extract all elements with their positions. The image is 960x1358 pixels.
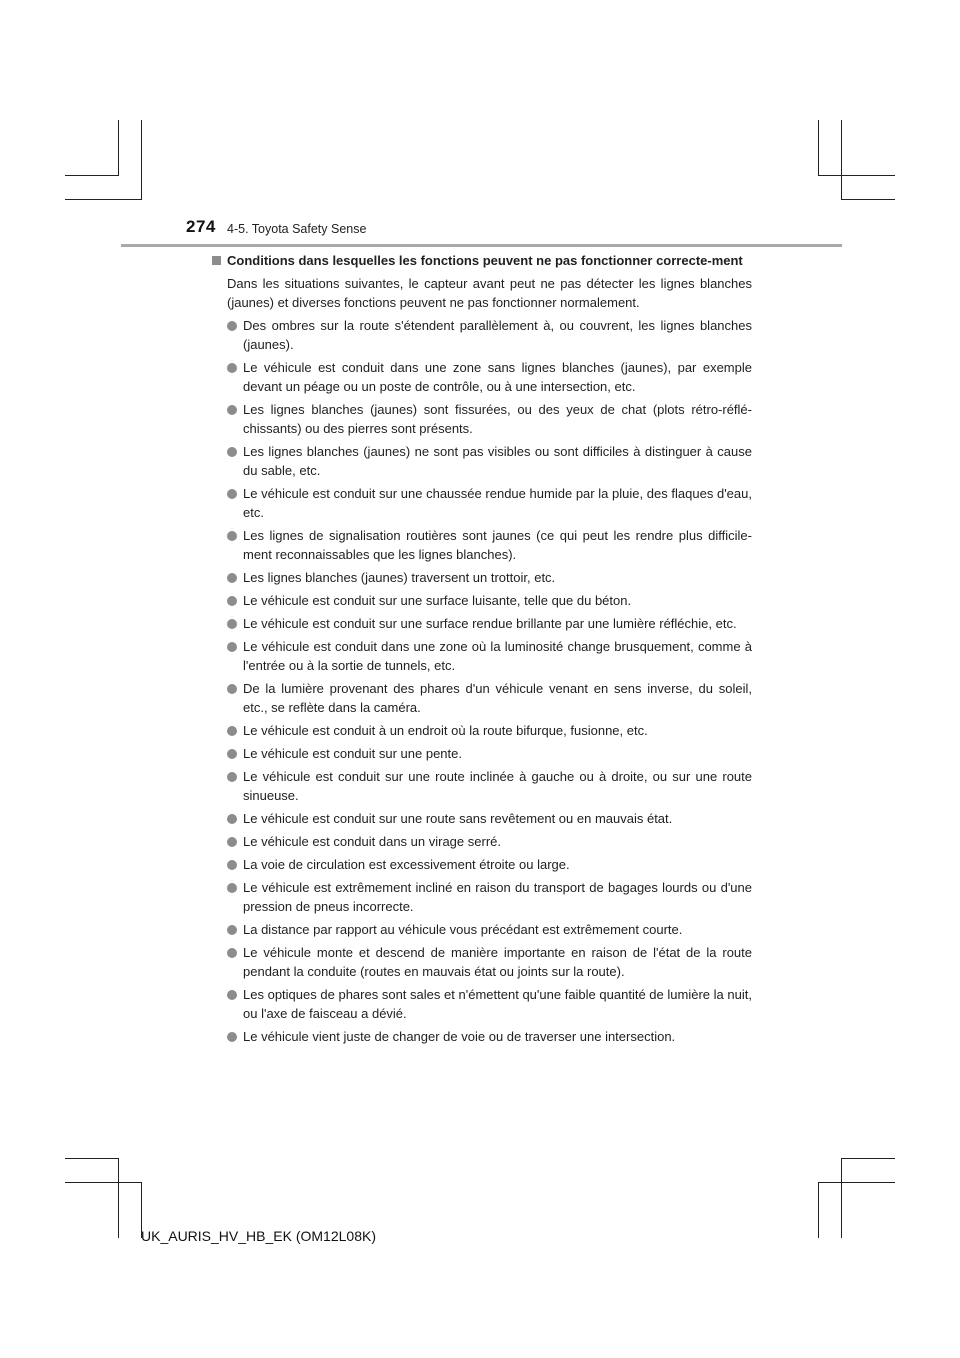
list-item-text: Le véhicule est conduit sur une pente. (243, 746, 462, 761)
list-item (212, 721, 752, 740)
crop-mark (841, 199, 895, 200)
document-code: UK_AURIS_HV_HB_EK (OM12L08K) (141, 1228, 376, 1244)
header-divider (121, 244, 842, 247)
page-number: 274 (186, 217, 216, 236)
crop-mark (65, 175, 119, 176)
bullet-dot-icon (227, 772, 237, 782)
list-item-text: Le véhicule est conduit dans une zone sans lignes blanches (jaunes), par exemple devant un péage ou un poste de contrôle, ou à une intersection, etc. (243, 360, 752, 394)
crop-mark (65, 1182, 142, 1183)
list-item (212, 679, 752, 717)
bullet-dot-icon (227, 531, 237, 541)
list-item (212, 767, 752, 805)
list-item-text: Les lignes blanches (jaunes) traversent un trottoir, etc. (243, 570, 556, 585)
crop-mark (818, 175, 895, 176)
bullet-dot-icon (227, 726, 237, 736)
intro-paragraph: Dans les situations suivantes, le capteur avant peut ne pas détecter les lignes blanches (jaunes) et diverses fonctions peuvent ne pas fonctionner normalement. (227, 276, 752, 310)
list-item-text: La voie de circulation est excessivement étroite ou large. (243, 857, 570, 872)
crop-mark (65, 199, 142, 200)
list-item-text: Le véhicule est conduit sur une surface luisante, telle que du béton. (243, 593, 632, 608)
crop-mark (65, 1158, 119, 1159)
list-item (212, 878, 752, 916)
list-item-text: Le véhicule est conduit sur une surface rendue brillante par une lumière réfléchie, etc. (243, 616, 737, 631)
section-heading-text: Conditions dans lesquelles les fonctions peuvent ne pas fonctionner correcte-ment (227, 253, 743, 268)
section-title: 4-5. Toyota Safety Sense (227, 222, 367, 236)
crop-mark (818, 1182, 895, 1183)
list-item-text: Le véhicule est conduit à un endroit où la route bifurque, fusionne, etc. (243, 723, 648, 738)
list-item-text: Le véhicule est conduit sur une route inclinée à gauche ou à droite, ou sur une route sinueuse. (243, 769, 752, 803)
list-item (212, 316, 752, 354)
square-bullet-icon (212, 256, 221, 265)
bullet-dot-icon (227, 447, 237, 457)
list-item (212, 1027, 752, 1046)
list-item-text: Des ombres sur la route s'étendent parallèlement à, ou couvrent, les lignes blanches (jaunes). (243, 318, 752, 352)
list-item (212, 358, 752, 396)
crop-mark (841, 1158, 842, 1238)
list-item (212, 526, 752, 564)
bullet-dot-icon (227, 990, 237, 1000)
list-item-text: Les lignes blanches (jaunes) ne sont pas visibles ou sont difficiles à distinguer à cause du sable, etc. (243, 444, 752, 478)
bullet-dot-icon (227, 619, 237, 629)
list-item (212, 442, 752, 480)
bullet-dot-icon (227, 642, 237, 652)
bullet-dot-icon (227, 837, 237, 847)
bullet-dot-icon (227, 925, 237, 935)
section-heading (212, 251, 752, 270)
list-item-text: Le véhicule est conduit sur une chaussée rendue humide par la pluie, des flaques d'eau, etc. (243, 486, 752, 520)
list-item (212, 484, 752, 522)
list-item (212, 855, 752, 874)
list-item (212, 637, 752, 675)
crop-mark (141, 120, 142, 200)
bullet-dot-icon (227, 860, 237, 870)
page-content (212, 251, 752, 1046)
list-item-text: De la lumière provenant des phares d'un véhicule venant en sens inverse, du soleil, etc., se reflète dans la caméra. (243, 681, 752, 715)
list-item-text: Le véhicule est conduit dans une zone où la luminosité change brusquement, comme à l'entrée ou à la sortie de tunnels, etc. (243, 639, 752, 673)
bullet-dot-icon (227, 489, 237, 499)
list-item (212, 568, 752, 587)
list-item-text: Les optiques de phares sont sales et n'émettent qu'une faible quantité de lumière la nuit, ou l'axe de faisceau a dévié. (243, 987, 752, 1021)
list-item (212, 400, 752, 438)
list-item-text: Le véhicule est conduit dans un virage serré. (243, 834, 501, 849)
bullet-dot-icon (227, 573, 237, 583)
bullet-dot-icon (227, 321, 237, 331)
list-item-text: Les lignes blanches (jaunes) sont fissurées, ou des yeux de chat (plots rétro-réflé-chissants) ou des pierres sont présents. (243, 402, 752, 436)
bullet-dot-icon (227, 814, 237, 824)
bullet-dot-icon (227, 684, 237, 694)
bullet-dot-icon (227, 596, 237, 606)
bullet-dot-icon (227, 883, 237, 893)
list-item (212, 744, 752, 763)
bullet-dot-icon (227, 948, 237, 958)
crop-mark (818, 120, 819, 176)
list-item (212, 809, 752, 828)
bullet-dot-icon (227, 749, 237, 759)
list-item-text: Le véhicule est extrêmement incliné en raison du transport de bagages lourds ou d'une pression de pneus incorrecte. (243, 880, 752, 914)
list-item (212, 614, 752, 633)
crop-mark (118, 1158, 119, 1238)
bullet-dot-icon (227, 363, 237, 373)
list-item (212, 943, 752, 981)
list-item (212, 832, 752, 851)
list-item-text: La distance par rapport au véhicule vous précédant est extrêmement courte. (243, 922, 683, 937)
crop-mark (818, 1182, 819, 1238)
bullet-dot-icon (227, 405, 237, 415)
list-item-text: Le véhicule vient juste de changer de voie ou de traverser une intersection. (243, 1029, 676, 1044)
crop-mark (841, 1158, 895, 1159)
list-item (212, 985, 752, 1023)
list-item-text: Le véhicule est conduit sur une route sans revêtement ou en mauvais état. (243, 811, 673, 826)
list-item (212, 591, 752, 610)
list-item-text: Les lignes de signalisation routières sont jaunes (ce qui peut les rendre plus difficile-ment reconnaissables que les lignes blanches). (243, 528, 752, 562)
crop-mark (118, 120, 119, 176)
condition-list (212, 316, 752, 1046)
crop-mark (841, 120, 842, 200)
bullet-dot-icon (227, 1032, 237, 1042)
list-item (212, 920, 752, 939)
list-item-text: Le véhicule monte et descend de manière importante en raison de l'état de la route pendant la conduite (routes en mauvais état ou joints sur la route). (243, 945, 752, 979)
